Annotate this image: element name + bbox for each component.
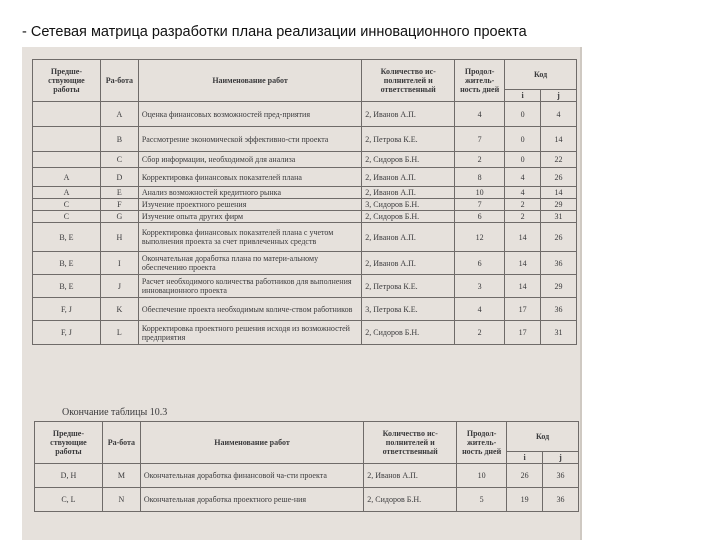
cell-pred: C, L [35, 488, 103, 512]
cell-j: 4 [541, 102, 577, 127]
cell-j: 36 [543, 464, 579, 488]
cell-pred: F, J [33, 321, 101, 345]
header-duration: Продол-житель-ность дней [455, 60, 505, 102]
cell-i: 19 [507, 488, 543, 512]
cell-j: 29 [541, 199, 577, 211]
cell-j: 22 [541, 152, 577, 168]
cell-pred [33, 102, 101, 127]
cell-pred: B, E [33, 223, 101, 252]
continuation-title: Окончание таблицы 10.3 [62, 407, 168, 418]
cell-i: 17 [505, 321, 541, 345]
table-row [33, 187, 577, 199]
cell-j: 36 [541, 252, 577, 275]
table-row [33, 321, 577, 345]
cell-i: 14 [505, 223, 541, 252]
header-duration: Продол-житель-ность дней [457, 422, 507, 464]
cell-resp: 2, Иванов А.П. [364, 464, 457, 488]
table-row [33, 127, 577, 152]
table-body [33, 102, 577, 345]
cell-resp: 2, Сидоров Б.Н. [362, 152, 455, 168]
table-row [35, 464, 579, 488]
cell-name: Корректировка финансовых показателей плана [138, 168, 361, 187]
header-code-i: i [505, 90, 541, 102]
cell-pred: F, J [33, 298, 101, 321]
cell-dur: 3 [455, 275, 505, 298]
cell-i: 4 [505, 168, 541, 187]
cell-dur: 4 [455, 102, 505, 127]
cell-name: Изучение проектного решения [138, 199, 361, 211]
header-code-j: j [543, 452, 579, 464]
cell-j: 26 [541, 223, 577, 252]
scanned-table-image [22, 47, 582, 540]
table-row [33, 252, 577, 275]
cell-pred: C [33, 211, 101, 223]
header-executors: Количество ис-полнителей и ответственный [364, 422, 457, 464]
cell-rab: E [100, 187, 138, 199]
cell-dur: 8 [455, 168, 505, 187]
cell-rab: A [100, 102, 138, 127]
cell-name: Окончательная доработка плана по матери-альному обеспечению проекта [138, 252, 361, 275]
cell-name: Окончательная доработка финансовой ча-сти проекта [140, 464, 363, 488]
cell-dur: 4 [455, 298, 505, 321]
cell-i: 0 [505, 127, 541, 152]
table-row [33, 223, 577, 252]
table-row [33, 298, 577, 321]
header-predecessor: Предше-ствующие работы [35, 422, 103, 464]
cell-pred: A [33, 168, 101, 187]
network-matrix-table [32, 59, 577, 345]
cell-j: 36 [541, 298, 577, 321]
cell-dur: 6 [455, 211, 505, 223]
cell-dur: 2 [455, 321, 505, 345]
cell-name: Обеспечение проекта необходимым количе-ством работников [138, 298, 361, 321]
cell-resp: 2, Сидоров Б.Н. [362, 321, 455, 345]
cell-i: 26 [507, 464, 543, 488]
header-code-i: i [507, 452, 543, 464]
cell-pred: C [33, 199, 101, 211]
cell-i: 2 [505, 199, 541, 211]
cell-pred: B, E [33, 275, 101, 298]
cell-rab: F [100, 199, 138, 211]
cell-pred: A [33, 187, 101, 199]
table-row [33, 102, 577, 127]
table-row [33, 152, 577, 168]
cell-i: 0 [505, 102, 541, 127]
cell-resp: 2, Иванов А.П. [362, 223, 455, 252]
cell-pred [33, 152, 101, 168]
table-row [33, 275, 577, 298]
header-predecessor: Предше-ствующие работы [33, 60, 101, 102]
cell-j: 31 [541, 321, 577, 345]
table-row [35, 488, 579, 512]
page-divider [580, 47, 582, 540]
cell-j: 31 [541, 211, 577, 223]
cell-j: 29 [541, 275, 577, 298]
cell-i: 4 [505, 187, 541, 199]
continuation-table [34, 421, 579, 512]
cell-resp: 2, Иванов А.П. [362, 252, 455, 275]
cell-resp: 3, Петрова К.Е. [362, 298, 455, 321]
cell-dur: 7 [455, 127, 505, 152]
cell-rab: C [100, 152, 138, 168]
cell-j: 14 [541, 187, 577, 199]
cell-name: Рассмотрение экономической эффективно-сти проекта [138, 127, 361, 152]
cell-name: Корректировка проектного решения исходя из возможностей предприятия [138, 321, 361, 345]
cell-pred: B, E [33, 252, 101, 275]
cell-name: Анализ возможностей кредитного рынка [138, 187, 361, 199]
cell-pred: D, H [35, 464, 103, 488]
header-task: Ра-бота [102, 422, 140, 464]
header-executors: Количество ис-полнителей и ответственный [362, 60, 455, 102]
cell-j: 14 [541, 127, 577, 152]
cell-dur: 5 [457, 488, 507, 512]
cell-dur: 2 [455, 152, 505, 168]
cell-resp: 2, Сидоров Б.Н. [364, 488, 457, 512]
cell-pred [33, 127, 101, 152]
cell-i: 17 [505, 298, 541, 321]
table-row [33, 168, 577, 187]
cell-name: Сбор информации, необходимой для анализа [138, 152, 361, 168]
header-task: Ра-бота [100, 60, 138, 102]
cell-rab: G [100, 211, 138, 223]
cell-rab: M [102, 464, 140, 488]
cell-name: Окончательная доработка проектного реше-ния [140, 488, 363, 512]
cell-j: 36 [543, 488, 579, 512]
cell-rab: J [100, 275, 138, 298]
cell-rab: K [100, 298, 138, 321]
cell-name: Корректировка финансовых показателей плана с учетом выполнения проекта за счет привлеченных средств [138, 223, 361, 252]
header-task-name: Наименование работ [140, 422, 363, 464]
cell-dur: 12 [455, 223, 505, 252]
slide-title: - Сетевая матрица разработки плана реализации инновационного проекта [22, 24, 527, 40]
cell-rab: H [100, 223, 138, 252]
table-row [33, 199, 577, 211]
cell-resp: 2, Петрова К.Е. [362, 275, 455, 298]
cell-name: Оценка финансовых возможностей пред-приятия [138, 102, 361, 127]
cell-rab: L [100, 321, 138, 345]
header-task-name: Наименование работ [138, 60, 361, 102]
cell-i: 14 [505, 275, 541, 298]
cell-resp: 2, Петрова К.Е. [362, 127, 455, 152]
cell-resp: 2, Сидоров Б.Н. [362, 211, 455, 223]
cell-rab: B [100, 127, 138, 152]
table-body [35, 464, 579, 512]
header-code: Код [507, 422, 579, 452]
cell-dur: 7 [455, 199, 505, 211]
cell-dur: 10 [455, 187, 505, 199]
cell-i: 0 [505, 152, 541, 168]
cell-rab: D [100, 168, 138, 187]
cell-dur: 10 [457, 464, 507, 488]
cell-resp: 2, Иванов А.П. [362, 187, 455, 199]
cell-resp: 2, Иванов А.П. [362, 168, 455, 187]
cell-dur: 6 [455, 252, 505, 275]
cell-rab: I [100, 252, 138, 275]
cell-i: 2 [505, 211, 541, 223]
cell-resp: 3, Сидоров Б.Н. [362, 199, 455, 211]
header-code: Код [505, 60, 577, 90]
cell-resp: 2, Иванов А.П. [362, 102, 455, 127]
cell-name: Расчет необходимого количества работников для выполнения инновационного проекта [138, 275, 361, 298]
header-code-j: j [541, 90, 577, 102]
cell-rab: N [102, 488, 140, 512]
table-row [33, 211, 577, 223]
cell-i: 14 [505, 252, 541, 275]
cell-j: 26 [541, 168, 577, 187]
cell-name: Изучение опыта других фирм [138, 211, 361, 223]
